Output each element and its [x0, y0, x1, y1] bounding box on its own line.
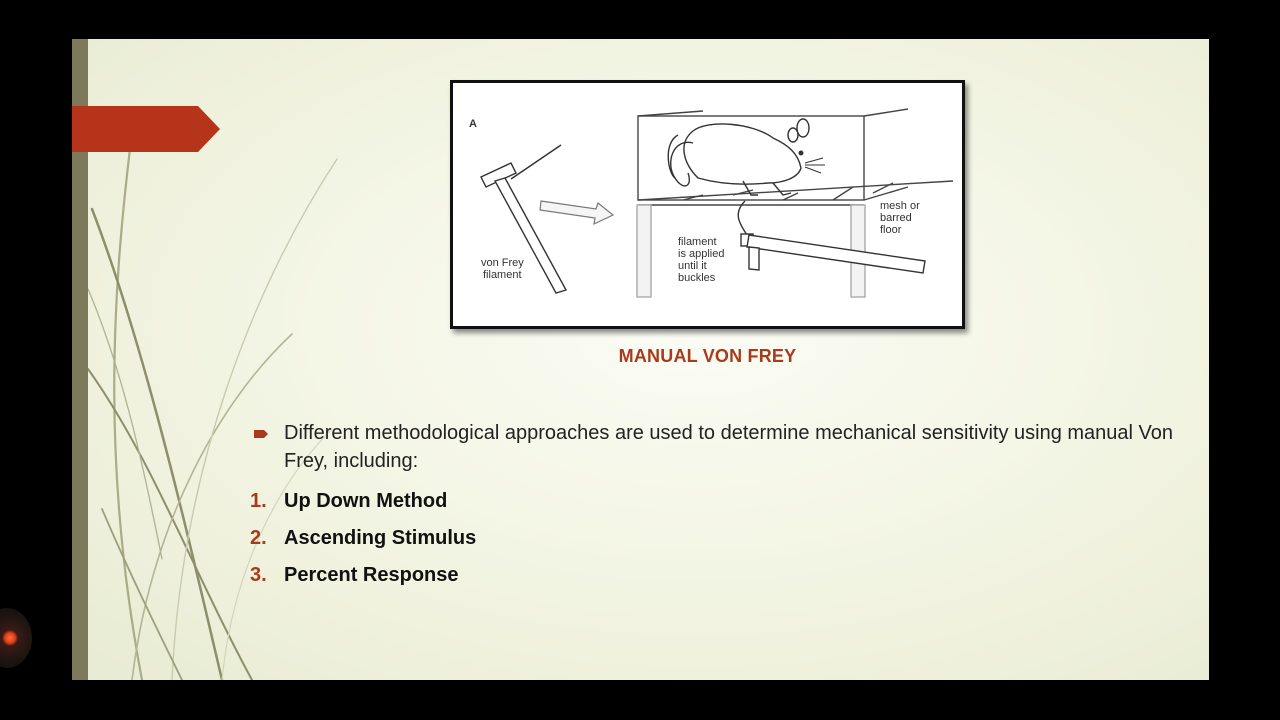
list-label: Percent Response — [284, 564, 459, 586]
method-list — [250, 483, 1180, 594]
von-frey-diagram — [450, 80, 965, 329]
label-floor-2: barred — [880, 212, 912, 224]
list-label: Ascending Stimulus — [284, 527, 477, 549]
panel-letter: A — [469, 118, 477, 130]
list-item — [250, 520, 1180, 557]
figure-caption: MANUAL VON FREY — [618, 346, 797, 366]
list-item — [250, 557, 1180, 594]
label-applied-3: until it — [678, 260, 707, 272]
label-applied-1: filament — [678, 236, 717, 248]
list-number: 1. — [250, 490, 267, 512]
label-von-frey-1: von Frey — [481, 257, 524, 269]
bullet-arrow-icon — [254, 430, 268, 438]
presentation-slide — [72, 39, 1209, 680]
label-applied-4: buckles — [678, 272, 716, 284]
recording-indicator-icon — [0, 608, 32, 668]
bullet-text: Different methodological approaches are used to determine mechanical sensitivity using manual Von Frey, including: — [284, 422, 1174, 472]
list-label: Up Down Method — [284, 490, 448, 512]
label-von-frey-2: filament — [483, 269, 522, 281]
section-arrow-tab — [72, 106, 220, 152]
list-number: 2. — [250, 527, 267, 549]
list-number: 3. — [250, 564, 267, 586]
list-item — [250, 483, 1180, 520]
label-applied-2: is applied — [678, 248, 725, 260]
label-floor-1: mesh or — [880, 200, 920, 212]
bullet-paragraph — [250, 419, 1180, 475]
label-floor-3: floor — [880, 224, 902, 236]
slide-body — [250, 419, 1180, 594]
